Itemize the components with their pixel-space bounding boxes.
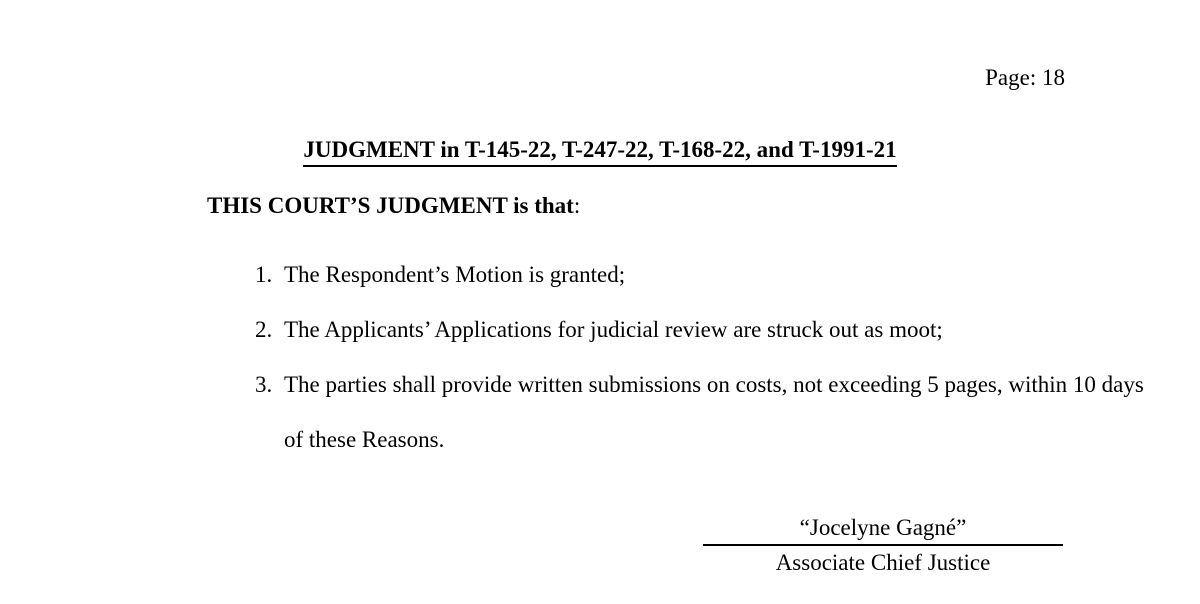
judgment-heading <box>0 136 1200 167</box>
item-number: 3. <box>255 372 273 397</box>
signature-block <box>703 514 1063 576</box>
judgment-title: JUDGMENT in T-145-22, T-247-22, T-168-22, and T-1991-21 <box>303 136 896 167</box>
list-item <box>255 302 1145 357</box>
signature-title: Associate Chief Justice <box>775 550 991 575</box>
signature-name: “Jocelyne Gagné” <box>703 514 1063 546</box>
lead-sentence-bold: THIS COURT’S JUDGMENT is that <box>207 193 574 218</box>
list-item <box>255 247 1145 302</box>
item-text: The parties shall provide written submissions on costs, not exceeding 5 pages, within 10 days of these Reasons. <box>284 372 1144 452</box>
list-item <box>255 357 1145 467</box>
item-text: The Applicants’ Applications for judicial review are struck out as moot; <box>284 317 943 342</box>
item-text: The Respondent’s Motion is granted; <box>284 262 626 287</box>
item-number: 1. <box>255 262 273 287</box>
judgment-list <box>255 247 1145 467</box>
page-number: Page: 18 <box>985 65 1065 90</box>
lead-sentence-colon: : <box>573 193 581 218</box>
item-number: 2. <box>255 317 273 342</box>
lead-sentence <box>207 192 580 220</box>
